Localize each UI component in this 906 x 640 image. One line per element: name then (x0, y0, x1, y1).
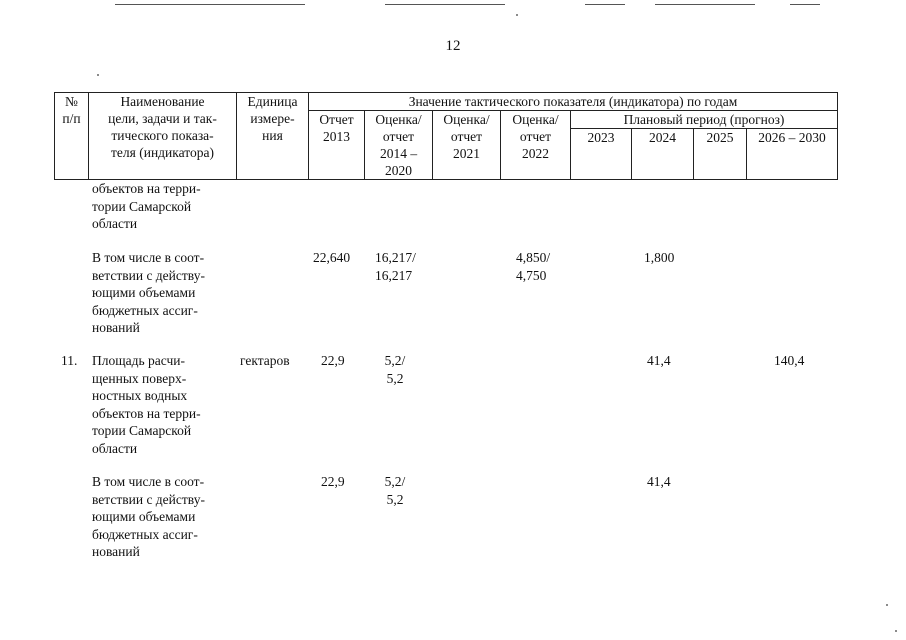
row-2-2024: 41,4 (647, 353, 671, 368)
row-2-num: 11. (61, 353, 78, 368)
row-1-2024: 1,800 (644, 250, 675, 265)
header-2024: 2024 (632, 129, 694, 180)
header-num: № п/п (55, 93, 89, 180)
row-1-est-2022: 4,850/ 4,750 (516, 250, 551, 283)
row-3-report-2013: 22,9 (321, 474, 345, 489)
scan-speck (895, 630, 897, 632)
header-est-2014-2020: Оценка/ отчет 2014 – 2020 (365, 111, 433, 180)
header-est-2022: Оценка/ отчет 2022 (501, 111, 571, 180)
indicator-table-header (54, 92, 838, 180)
row-2-2026-2030: 140,4 (774, 353, 805, 368)
scan-speck (97, 74, 99, 76)
row-2-est-2014-2020: 5,2/ 5,2 (384, 353, 406, 386)
header-2026-2030: 2026 – 2030 (747, 129, 838, 180)
scan-speck (516, 14, 518, 16)
row-1-name: В том числе в соот- ветствии с действу- ющими объемами бюджетных ассиг- нований (92, 250, 205, 336)
scan-artifact-line (115, 4, 305, 5)
header-plan-group: Плановый период (прогноз) (571, 111, 838, 129)
page-number: 12 (445, 38, 461, 54)
header-est-2021: Оценка/ отчет 2021 (433, 111, 501, 180)
scan-artifact-line (655, 4, 755, 5)
header-2025: 2025 (694, 129, 747, 180)
scan-artifact-line (585, 4, 625, 5)
header-report-2013: Отчет 2013 (309, 111, 365, 180)
scan-artifact-line (790, 4, 820, 5)
header-name: Наименование цели, задачи и так- тического показа- теля (индикатора) (89, 93, 237, 180)
row-2-unit: гектаров (240, 353, 290, 368)
row-2-name: Площадь расчи- щенных поверх- ностных водных объектов на терри- тории Самарской области (92, 353, 201, 456)
header-values-group: Значение тактического показателя (индикатора) по годам (309, 93, 838, 111)
scan-artifact-line (385, 4, 505, 5)
row-3-2024: 41,4 (647, 474, 671, 489)
row-0-name: объектов на терри- тории Самарской области (92, 181, 201, 232)
row-3-est-2014-2020: 5,2/ 5,2 (384, 474, 406, 507)
header-2023: 2023 (571, 129, 632, 180)
row-1-report-2013: 22,640 (313, 250, 351, 265)
row-1-est-2014-2020: 16,217/ 16,217 (375, 250, 416, 283)
row-2-report-2013: 22,9 (321, 353, 345, 368)
header-unit: Единица измере- ния (237, 93, 309, 180)
row-3-name: В том числе в соот- ветствии с действу- ющими объемами бюджетных ассиг- нований (92, 474, 205, 560)
scan-speck (886, 604, 888, 606)
